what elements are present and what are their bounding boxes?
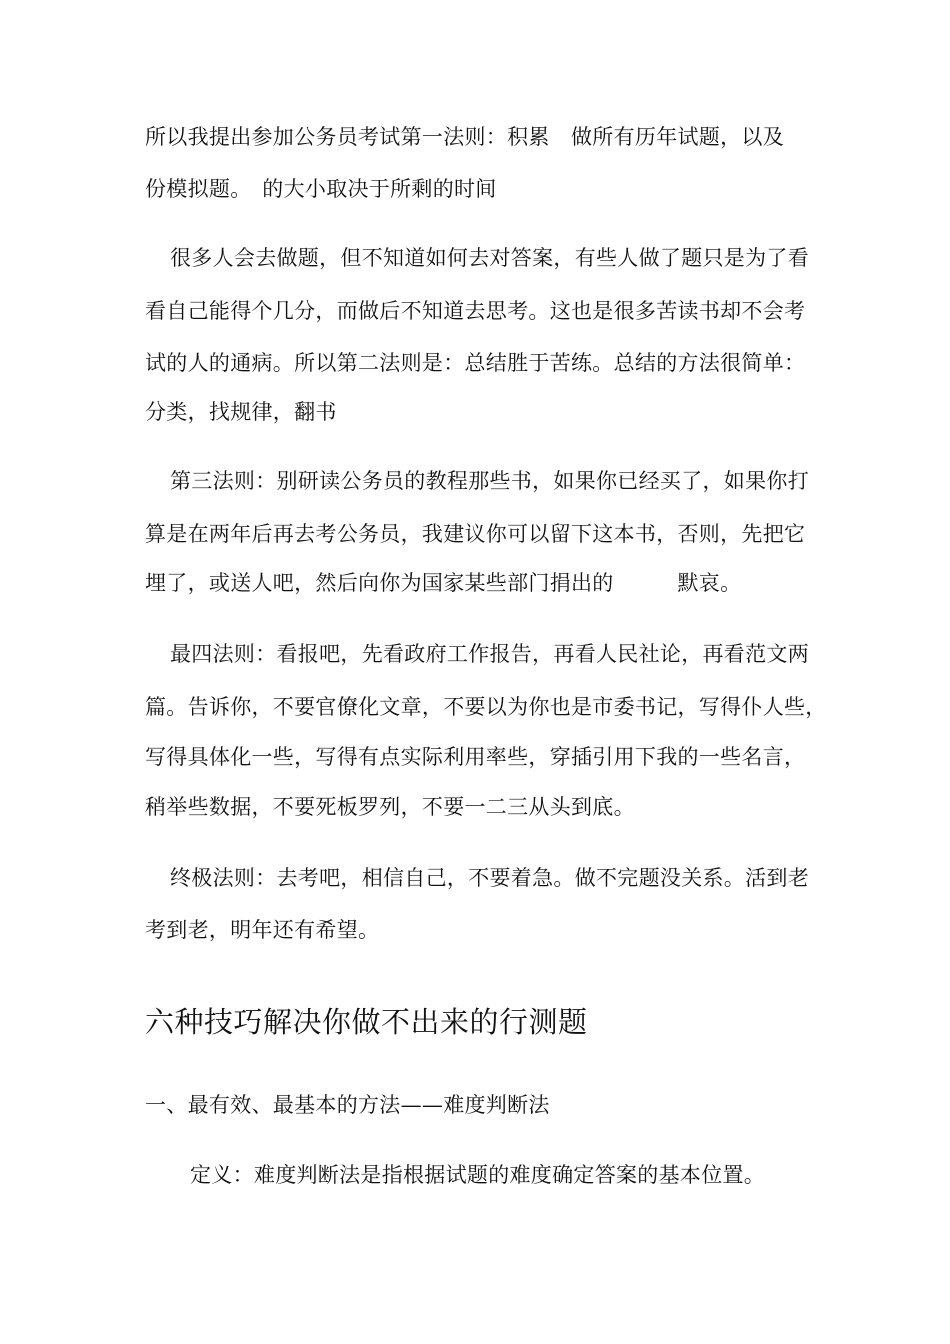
paragraph-4-line-1: 最四法则：看报吧，先看政府工作报告，再看人民社论，再看范文两 [170, 642, 809, 666]
paragraph-5-line-2: 考到老，明年还有希望。 [145, 918, 380, 942]
paragraph-4-line-2: 篇。告诉你，不要官僚化文章，不要以为你也是市委书记，写得仆人些， [145, 695, 827, 719]
paragraph-2-line-1: 很多人会去做题，但不知道如何去对答案，有些人做了题只是为了看 [170, 246, 809, 270]
paragraph-3-line-3: 埋了，或送人吧，然后向你为国家某些部门捐出的 默哀。 [145, 571, 742, 595]
section-title: 六种技巧解决你做不出来的行测题 [145, 1005, 588, 1039]
paragraph-4-line-3: 写得具体化一些，写得有点实际利用率些，穿插引用下我的一些名言， [145, 745, 806, 769]
paragraph-2-line-3: 试的人的通病。所以第二法则是：总结胜于苦练。总结的方法很简单： [145, 351, 806, 375]
paragraph-3-line-1: 第三法则：别研读公务员的教程那些书，如果你已经买了，如果你打 [170, 469, 809, 493]
paragraph-4-line-4: 稍举些数据，不要死板罗列，不要一二三从头到底。 [145, 795, 635, 819]
definition-text: 定义：难度判断法是指根据试题的难度确定答案的基本位置。 [190, 1163, 766, 1187]
paragraph-5-line-1: 终极法则：去考吧，相信自己，不要着急。做不完题没关系。活到老 [170, 866, 809, 890]
paragraph-2-line-4: 分类，找规律，翻书 [145, 400, 337, 424]
paragraph-2-line-2: 看自己能得个几分，而做后不知道去思考。这也是很多苦读书却不会考 [145, 299, 806, 323]
paragraph-1-line-2: 份模拟题。 的大小取决于所剩的时间 [145, 177, 497, 201]
subsection-title: 一、最有效、最基本的方法——难度判断法 [145, 1093, 550, 1117]
paragraph-1-line-1: 所以我提出参加公务员考试第一法则：积累 做所有历年试题，以及 [145, 125, 784, 149]
paragraph-3-line-2: 算是在两年后再去考公务员，我建议你可以留下这本书，否则，先把它 [145, 522, 806, 546]
